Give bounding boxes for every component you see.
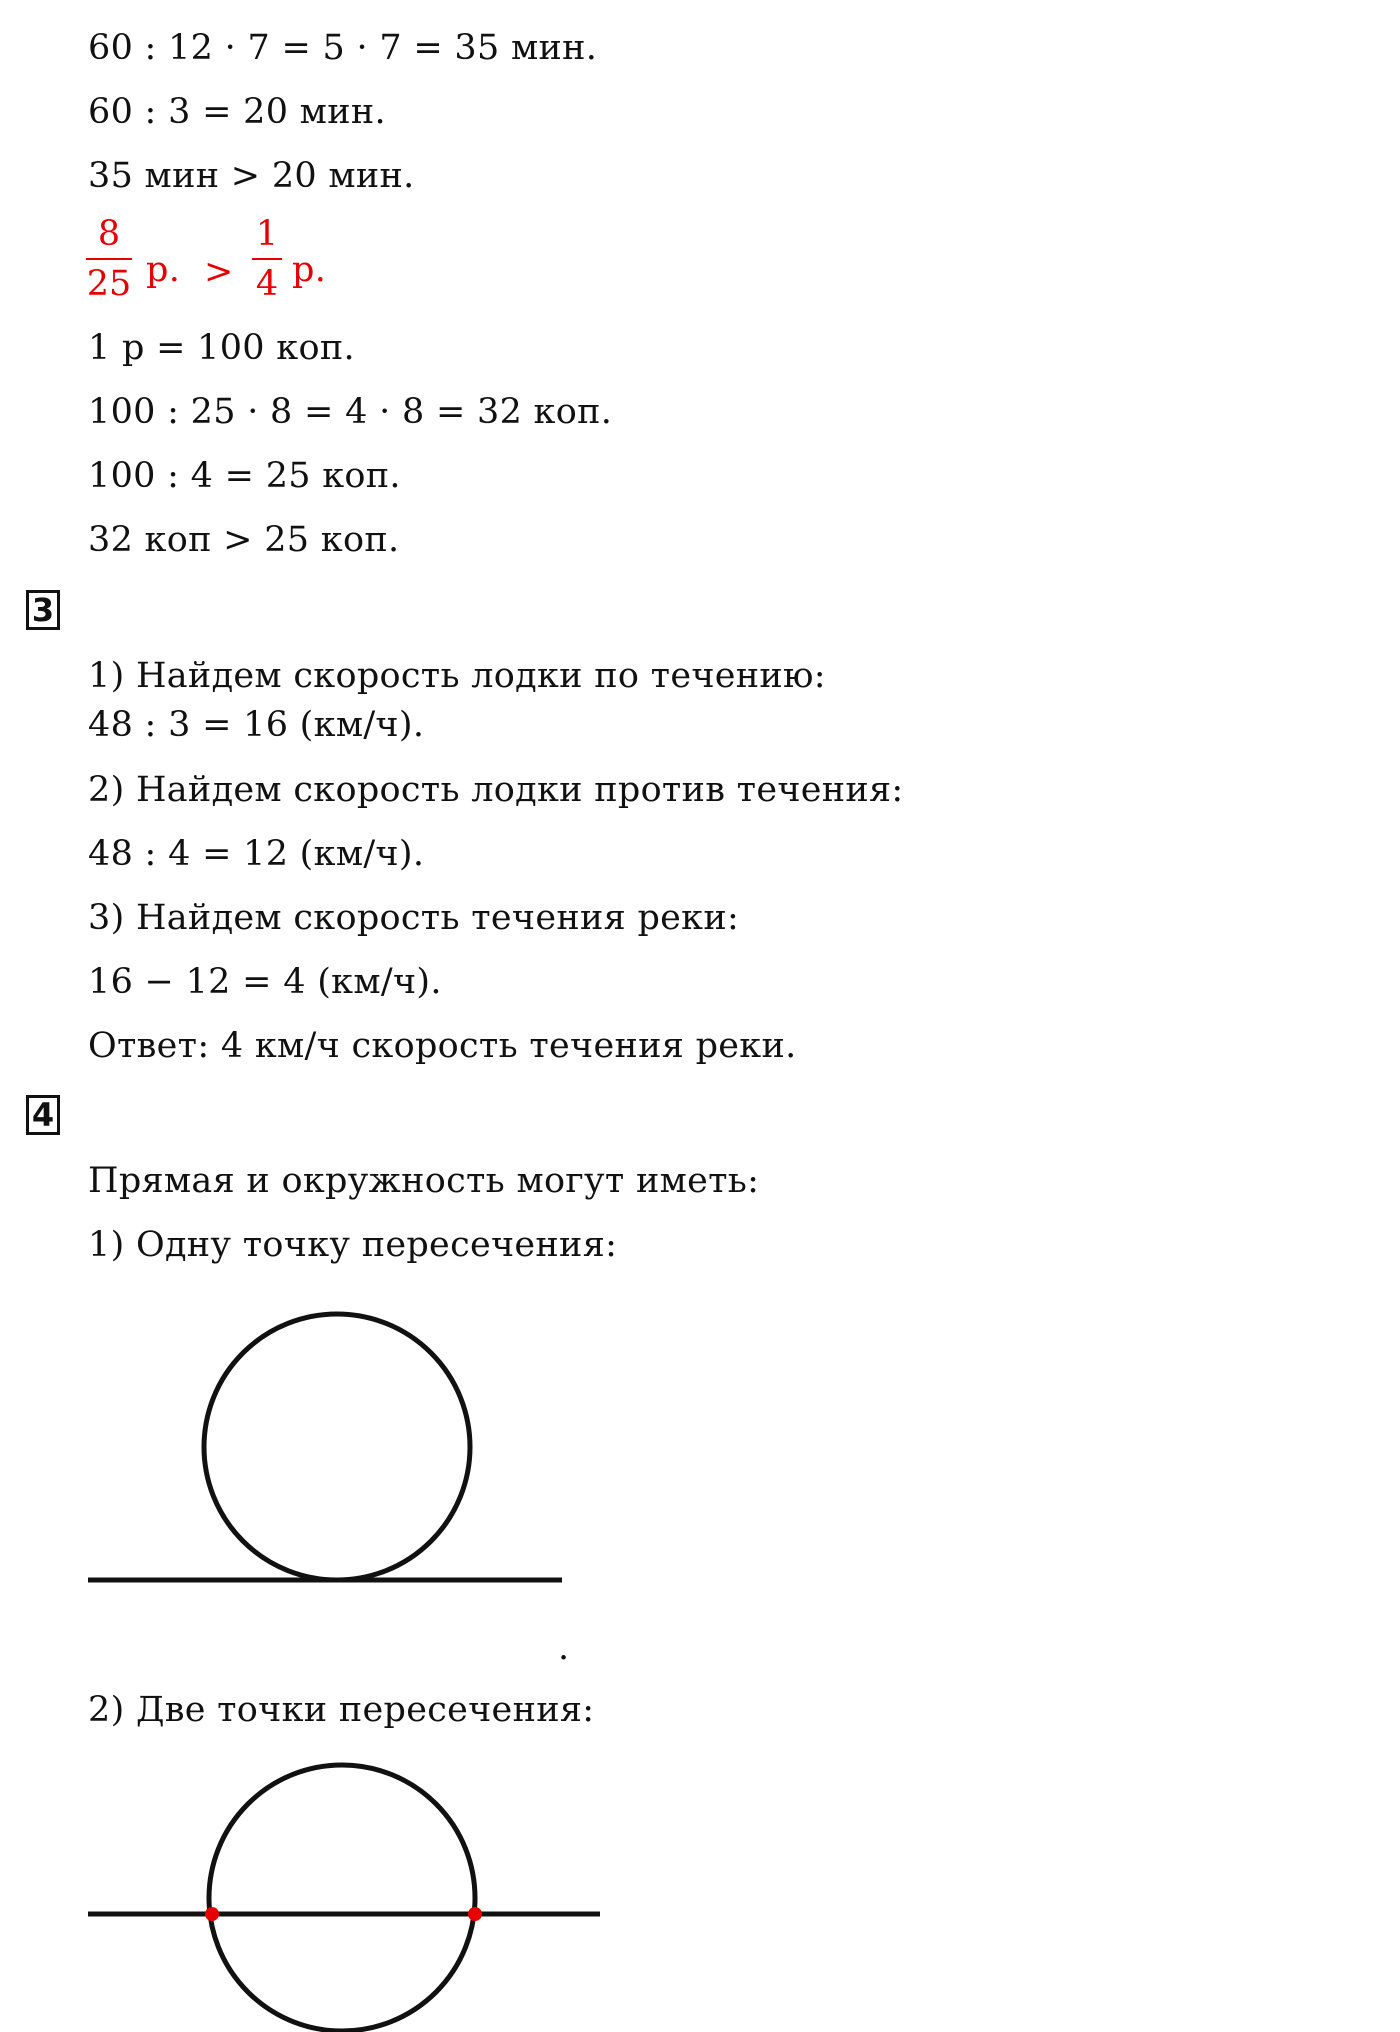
calc-line: 16 − 12 = 4 (км/ч). [88,962,442,1002]
fraction-numerator: 8 [97,214,121,254]
text-line: 100 : 25 · 8 = 4 · 8 = 32 коп. [88,392,613,432]
calc-line: 48 : 4 = 12 (км/ч). [88,834,425,874]
period-mark: . [558,1628,570,1668]
intro-line: Прямая и окружность могут иметь: [88,1161,760,1201]
task-number-3: 3 [26,590,60,630]
text-line: 60 : 12 · 7 = 5 · 7 = 35 мин. [88,28,598,68]
circle-shape [204,1314,470,1580]
unit-label: р. [292,250,327,290]
text-line: 100 : 4 = 25 коп. [88,456,401,496]
fraction-denominator: 4 [255,264,279,304]
fraction-numerator: 1 [255,214,279,254]
tangent-diagram [88,1314,562,1580]
text-line: 1 р = 100 коп. [88,328,355,368]
case-heading: 2) Две точки пересечения: [88,1690,595,1730]
fraction-denominator: 25 [86,264,132,304]
step-line: 3) Найдем скорость течения реки: [88,898,740,938]
circle-shape [209,1765,475,2031]
step-line: 1) Найдем скорость лодки по течению: [88,656,826,696]
step-line: 2) Найдем скорость лодки против течения: [88,770,904,810]
secant-diagram [88,1765,600,2031]
text-line: 35 мин > 20 мин. [88,156,415,196]
comparison-sign: > [204,252,234,292]
calc-line: 48 : 3 = 16 (км/ч). [88,705,425,745]
intersection-point [205,1907,219,1921]
case-heading: 1) Одну точку пересечения: [88,1225,618,1265]
text-line: 32 коп > 25 коп. [88,520,400,560]
unit-label: р. [146,250,181,290]
intersection-point [468,1907,482,1921]
text-line: 60 : 3 = 20 мин. [88,92,386,132]
answer-line: Ответ: 4 км/ч скорость течения реки. [88,1026,797,1066]
task-number-4: 4 [26,1095,60,1135]
